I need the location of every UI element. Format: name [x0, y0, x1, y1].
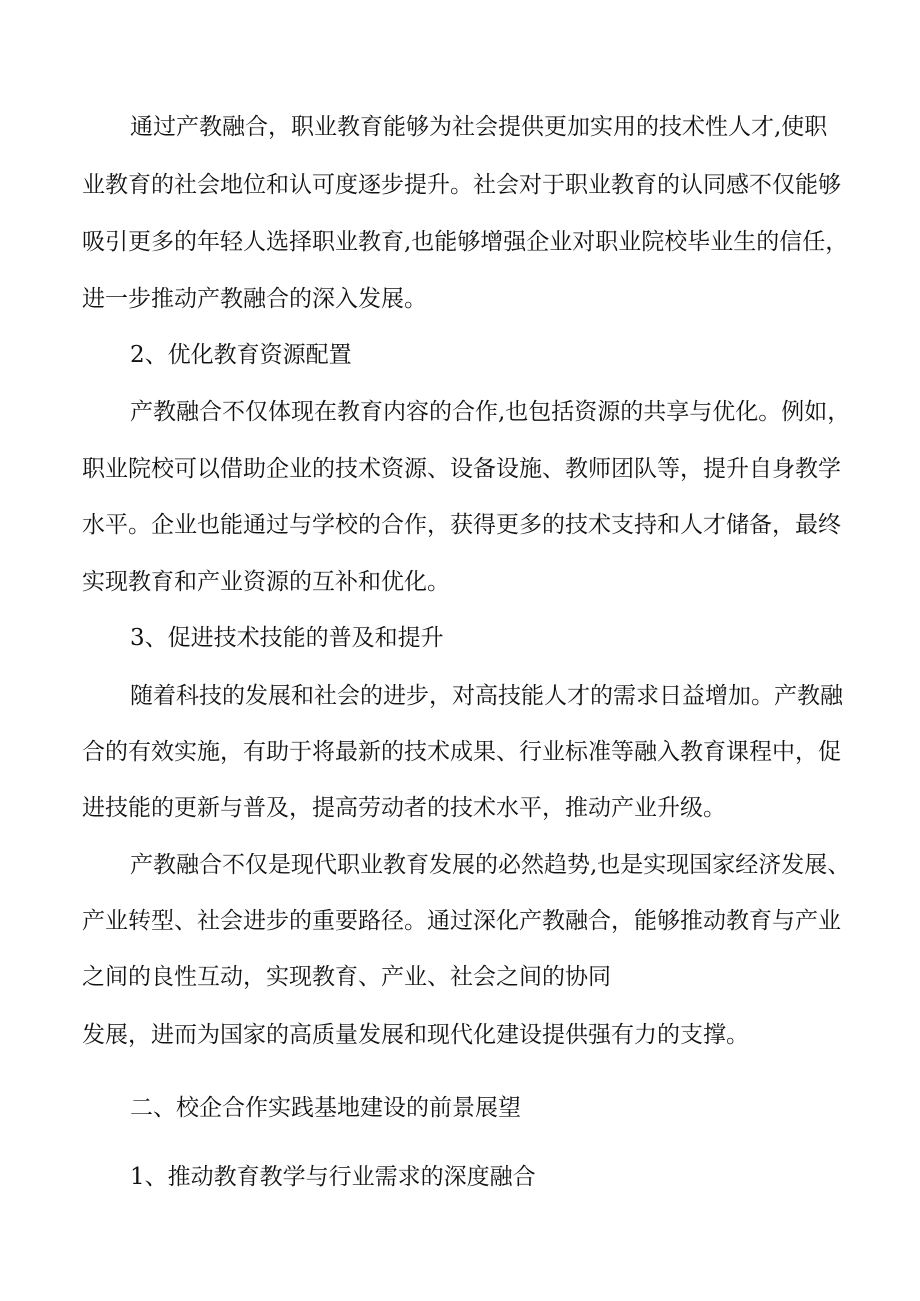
paragraph-3-line-2: 合的有效实施，有助于将最新的技术成果、行业标准等融入教育课程中，促	[82, 739, 841, 765]
paragraph-3-line-1: 随着科技的发展和社会的进步，对高技能人才的需求日益增加。产教融	[130, 683, 843, 709]
paragraph-4-line-1: 产教融合不仅是现代职业教育发展的必然趋势,也是实现国家经济发展、	[130, 852, 851, 878]
heading-3: 3、促进技术技能的普及和提升	[130, 625, 444, 651]
paragraph-4-line-4: 发展，进而为国家的高质量发展和现代化建设提供强有力的支撑。	[82, 1022, 749, 1048]
paragraph-2-line-3: 水平。企业也能通过与学校的合作，获得更多的技术支持和人才储备，最终	[82, 512, 841, 538]
paragraph-4-line-3: 之间的良性互动，实现教育、产业、社会之间的协同	[82, 964, 611, 990]
paragraph-2-line-4: 实现教育和产业资源的互补和优化。	[82, 569, 450, 595]
paragraph-2-line-1: 产教融合不仅体现在教育内容的合作,也包括资源的共享与优化。例如，	[130, 399, 851, 425]
paragraph-1-line-3: 吸引更多的年轻人选择职业教育,也能够增强企业对职业院校毕业生的信任，	[82, 229, 849, 255]
paragraph-3-line-3: 进技能的更新与普及，提高劳动者的技术水平，推动产业升级。	[82, 795, 726, 821]
heading-2: 2、优化教育资源配置	[130, 342, 352, 368]
paragraph-2-line-2: 职业院校可以借助企业的技术资源、设备设施、教师团队等，提升自身教学	[82, 456, 841, 482]
paragraph-1-line-4: 进一步推动产教融合的深入发展。	[82, 286, 427, 312]
paragraph-1-line-1: 通过产教融合，职业教育能够为社会提供更加实用的技术性人才,使职	[130, 114, 828, 140]
heading-last: 1、推动教育教学与行业需求的深度融合	[130, 1164, 536, 1190]
paragraph-4-line-2: 产业转型、社会进步的重要路径。通过深化产教融合，能够推动教育与产业	[82, 908, 841, 934]
section-heading: 二、校企合作实践基地建设的前景展望	[130, 1095, 521, 1121]
paragraph-1-line-2: 业教育的社会地位和认可度逐步提升。社会对于职业教育的认同感不仅能够	[82, 172, 841, 198]
